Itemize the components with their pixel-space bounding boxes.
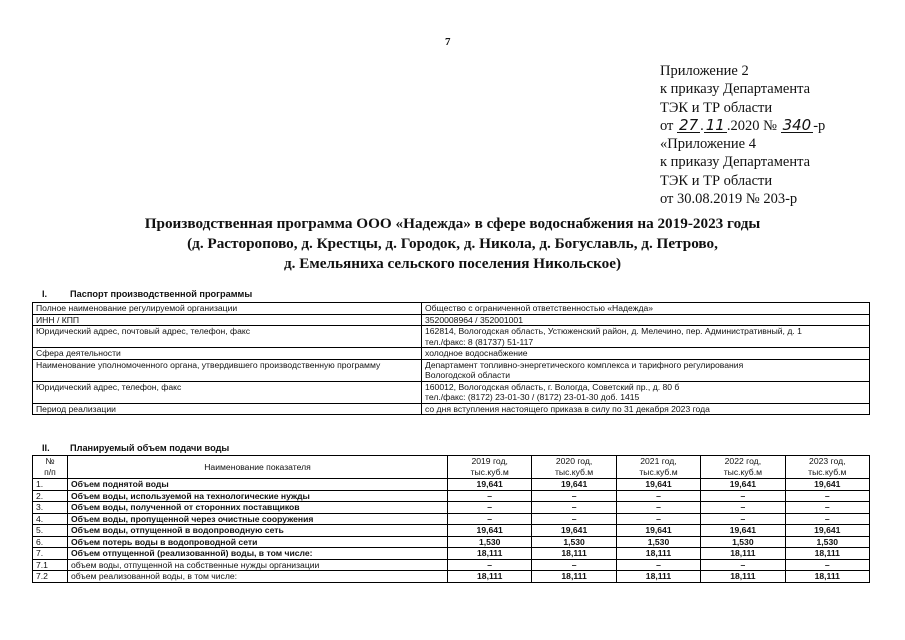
title-line-3: д. Емельяниха сельского поселения Никольское) — [283, 255, 622, 272]
indicator-name: Объем отпущенной (реализованной) воды, в том числе: — [68, 548, 448, 560]
row-number: 3. — [33, 502, 68, 514]
year-value: – — [532, 513, 616, 525]
table-row — [33, 536, 870, 548]
year-value: 19,641 — [532, 525, 616, 537]
appendix-line-6: к приказу Департамента — [660, 154, 811, 171]
passport-value — [422, 326, 870, 348]
table-row — [33, 490, 870, 502]
year-value: 1,530 — [616, 536, 700, 548]
indicator-name: объем реализованной воды, в том числе: — [68, 571, 448, 583]
indicator-name: Объем воды, пропущенной через очистные сооружения — [68, 513, 448, 525]
passport-value-line-1: со дня вступления настоящего приказа в силу по 31 декабря 2023 года — [425, 403, 710, 414]
year-value: 19,641 — [701, 479, 785, 491]
section-2-title: Планируемый объем подачи воды — [70, 443, 230, 453]
order-month-handwritten: 11 — [705, 115, 725, 134]
year-value: – — [785, 513, 869, 525]
year-value: – — [785, 502, 869, 514]
passport-label: Юридический адрес, почтовый адрес, телефон, факс — [33, 326, 422, 348]
indicator-name: Объем потерь воды в водопроводной сети — [68, 536, 448, 548]
year-value: – — [701, 502, 785, 514]
year-value: – — [701, 490, 785, 502]
passport-label: Юридический адрес, телефон, факс — [33, 381, 422, 403]
order-year: .2020 № — [726, 117, 777, 134]
table-row — [33, 359, 870, 381]
year-value: 18,111 — [701, 548, 785, 560]
row-number: 2. — [33, 490, 68, 502]
year-value: – — [532, 502, 616, 514]
passport-table — [32, 302, 870, 415]
passport-label: Сфера деятельности — [33, 348, 422, 360]
order-suffix: -р — [813, 117, 826, 134]
year-value: – — [616, 502, 700, 514]
passport-value-line-1: 160012, Вологодская область, г. Вологда, Советский пр., д. 80 б — [425, 381, 680, 392]
water-volume-table — [32, 455, 870, 583]
col-year-header: 2021 год, тыс.куб.м — [616, 456, 700, 479]
appendix-header — [660, 62, 825, 208]
indicator-name: Объем воды, отпущенной в водопроводную сеть — [68, 525, 448, 537]
year-value: – — [785, 490, 869, 502]
year-value: – — [701, 559, 785, 571]
passport-value-line-1: Департамент топливно-энергетического комплекса и тарифного регулирования — [425, 359, 744, 370]
section-1-title: Паспорт производственной программы — [70, 289, 253, 299]
page-number: 7 — [445, 36, 451, 48]
table-row — [33, 502, 870, 514]
appendix-line-8: от 30.08.2019 № 203-р — [660, 191, 798, 208]
order-day-handwritten: 27 — [679, 115, 699, 134]
passport-value — [422, 314, 870, 326]
year-value: 18,111 — [448, 571, 532, 583]
year-value: 19,641 — [532, 479, 616, 491]
passport-label: Период реализации — [33, 403, 422, 415]
year-value: 1,530 — [532, 536, 616, 548]
row-number: 7.1 — [33, 559, 68, 571]
table-row — [33, 303, 870, 315]
year-value: – — [532, 490, 616, 502]
table-row — [33, 559, 870, 571]
row-number: 7. — [33, 548, 68, 560]
passport-label: Полное наименование регулируемой организации — [33, 303, 422, 315]
year-value: 19,641 — [448, 479, 532, 491]
year-value: 18,111 — [448, 548, 532, 560]
year-value: – — [532, 559, 616, 571]
year-value: 18,111 — [701, 571, 785, 583]
section-1-heading — [42, 289, 252, 299]
table-row — [33, 479, 870, 491]
year-value: – — [448, 490, 532, 502]
year-value: 19,641 — [448, 525, 532, 537]
row-number: 7.2 — [33, 571, 68, 583]
passport-value — [422, 381, 870, 403]
row-number: 1. — [33, 479, 68, 491]
col-number-line-2: п/п — [44, 467, 56, 477]
year-value: – — [448, 502, 532, 514]
year-value: 19,641 — [785, 479, 869, 491]
col-year-header: 2020 год, тыс.куб.м — [532, 456, 616, 479]
year-value: – — [785, 559, 869, 571]
passport-value-line-2: тел./факс: (8172) 23-01-30 / (8172) 23-01-30 доб. 1415 — [425, 392, 640, 402]
year-value: 18,111 — [532, 548, 616, 560]
section-1-number: I. — [42, 289, 48, 299]
passport-label: Наименование уполномоченного органа, утвердившего производственную программу — [33, 359, 422, 381]
passport-label: ИНН / КПП — [33, 314, 422, 326]
table-row — [33, 571, 870, 583]
table-row — [33, 348, 870, 360]
year-value: 18,111 — [532, 571, 616, 583]
title-line-1: Производственная программа ООО «Надежда» в сфере водоснабжения на 2019-2023 годы — [144, 215, 761, 232]
passport-value-line-1: 162814, Вологодская область, Устюженский район, д. Мелечино, пер. Административный, д. 1 — [425, 326, 802, 336]
table-row — [33, 403, 870, 415]
year-value: – — [616, 490, 700, 502]
appendix-line-7: ТЭК и ТР области — [660, 172, 773, 189]
col-year-header: 2023 год, тыс.куб.м — [785, 456, 869, 479]
passport-value-line-2: тел./факс: 8 (81737) 51-117 — [425, 336, 534, 347]
appendix-line-3: ТЭК и ТР области — [660, 99, 773, 116]
document-title — [0, 214, 905, 274]
indicator-name: Объем поднятой воды — [68, 479, 448, 491]
year-value: 19,641 — [785, 525, 869, 537]
row-number: 5. — [33, 525, 68, 537]
passport-value — [422, 348, 870, 360]
year-value: 1,530 — [785, 536, 869, 548]
order-prefix: от — [660, 117, 674, 134]
row-number: 4. — [33, 513, 68, 525]
year-value: – — [616, 513, 700, 525]
col-number-line-1: № — [45, 456, 55, 466]
col-number-header — [33, 456, 68, 479]
col-name-header: Наименование показателя — [68, 456, 448, 479]
indicator-name: Объем воды, полученной от сторонних поставщиков — [68, 502, 448, 514]
table-row — [33, 513, 870, 525]
passport-value-line-1: 3520008964 / 352001001 — [425, 314, 523, 325]
year-value: 1,530 — [448, 536, 532, 548]
year-value: 18,111 — [785, 548, 869, 560]
year-value: – — [448, 559, 532, 571]
passport-value-line-2: Вологодской области — [425, 370, 511, 380]
table-row — [33, 314, 870, 326]
order-date-line: от 27 . 11 .2020 № 340 -р — [660, 115, 826, 134]
year-value: 1,530 — [701, 536, 785, 548]
year-value: 18,111 — [785, 571, 869, 583]
passport-value — [422, 403, 870, 415]
row-number: 6. — [33, 536, 68, 548]
passport-value — [422, 303, 870, 315]
year-value: – — [448, 513, 532, 525]
year-value: 19,641 — [616, 525, 700, 537]
indicator-name: Объем воды, используемой на технологические нужды — [68, 490, 448, 502]
section-2-heading — [42, 443, 229, 453]
passport-value-line-1: холодное водоснабжение — [425, 348, 528, 358]
passport-value — [422, 359, 870, 381]
table-header-row — [33, 456, 870, 479]
table-row — [33, 326, 870, 348]
table-row — [33, 525, 870, 537]
year-value: 18,111 — [616, 548, 700, 560]
year-value: 18,111 — [616, 571, 700, 583]
year-value: – — [616, 559, 700, 571]
appendix-line-1: Приложение 2 — [660, 63, 749, 79]
passport-value-line-1: Общество с ограниченной ответственностью «Надежда» — [425, 303, 654, 313]
table-row — [33, 381, 870, 403]
year-value: – — [701, 513, 785, 525]
col-year-header: 2022 год, тыс.куб.м — [701, 456, 785, 479]
indicator-name: объем воды, отпущенной на собственные нужды организации — [68, 559, 448, 571]
order-number-handwritten: 340 — [782, 115, 812, 134]
appendix-line-5: «Приложение 4 — [660, 136, 756, 153]
appendix-line-2: к приказу Департамента — [660, 81, 811, 98]
section-2-number: II. — [42, 443, 50, 453]
table-row — [33, 548, 870, 560]
year-value: 19,641 — [701, 525, 785, 537]
year-value: 19,641 — [616, 479, 700, 491]
col-year-header: 2019 год, тыс.куб.м — [448, 456, 532, 479]
title-line-2: (д. Растoропово, д. Крестцы, д. Городок, д. Никола, д. Богуславль, д. Петрово, — [187, 235, 718, 252]
